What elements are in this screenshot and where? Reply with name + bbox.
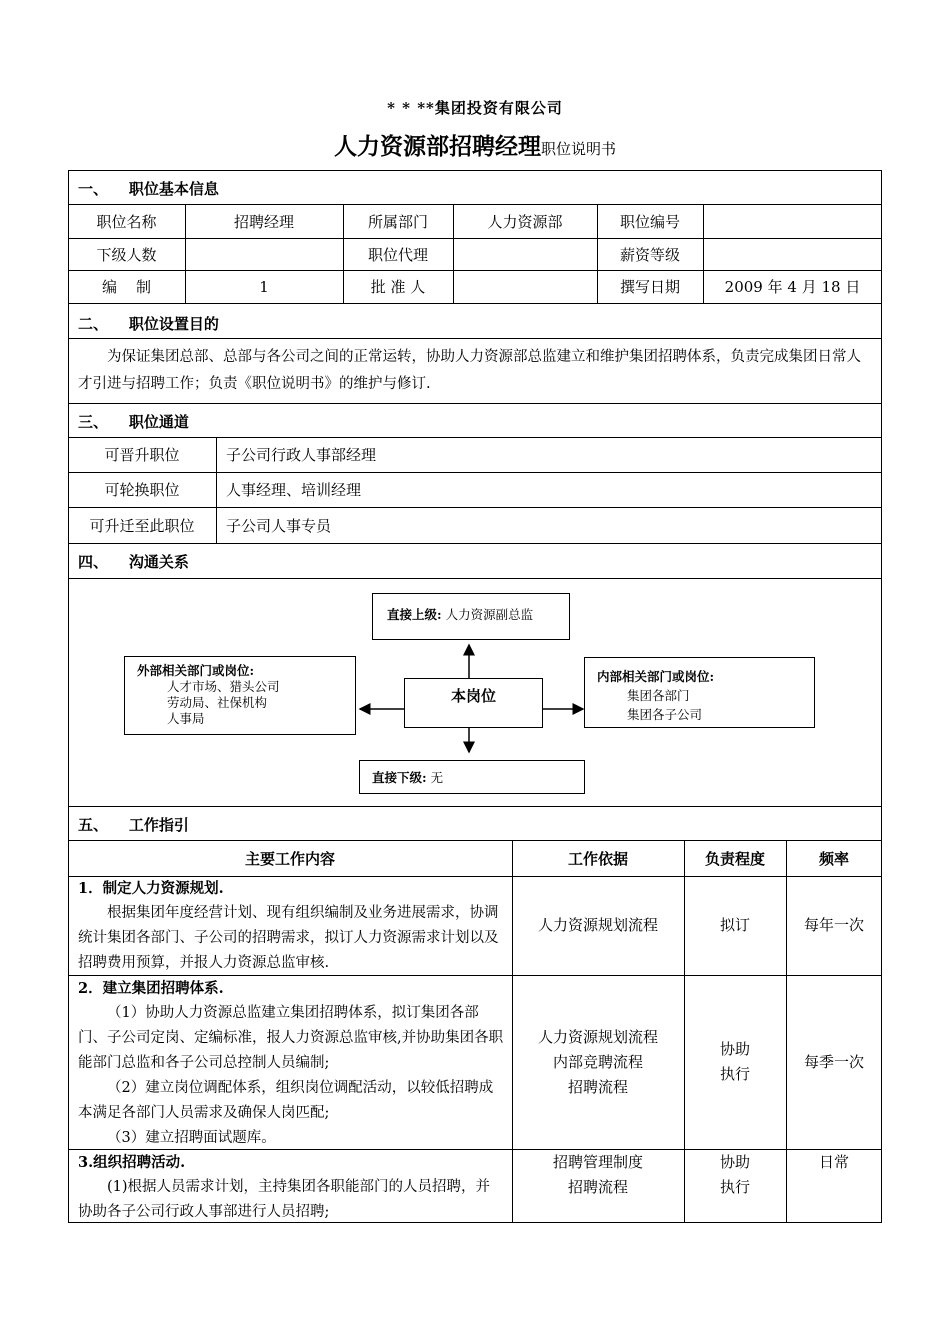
task-1-content — [78, 876, 504, 976]
degree-item: 拟订 — [719, 916, 750, 934]
label-approver: 批 准 人 — [370, 278, 426, 296]
task-2-basis — [512, 975, 684, 1149]
label-position-code: 职位编号 — [619, 212, 680, 231]
current-position-box — [404, 678, 543, 728]
basis-item: 招聘流程 — [567, 1077, 628, 1096]
col-header-degree: 负责程度 — [704, 849, 765, 868]
section5-heading: 五、 工作指引 — [78, 816, 189, 834]
value-position-name: 招聘经理 — [233, 212, 294, 231]
task-2-degree — [684, 975, 786, 1149]
value-department: 人力资源部 — [487, 212, 563, 231]
task-1-frequency — [786, 876, 882, 975]
label-rotation: 可轮换职位 — [104, 481, 180, 499]
external-item: 人事局 — [167, 711, 205, 726]
current-position-label: 本岗位 — [450, 687, 496, 705]
label-write-date: 撰写日期 — [619, 278, 680, 296]
external-label: 外部相关部门或岗位: — [137, 663, 255, 678]
label-feeder: 可升迁至此职位 — [89, 516, 195, 535]
frequency-value: 每季一次 — [803, 1052, 864, 1071]
internal-item: 集团各部门 — [627, 688, 690, 703]
label-salary-grade: 薪资等级 — [619, 245, 680, 264]
basis-item: 人力资源规划流程 — [537, 1027, 658, 1046]
superior-label: 直接上级: — [387, 607, 442, 622]
task-3-degree — [684, 1150, 786, 1200]
task-title: 2．建立集团招聘体系. — [78, 980, 224, 997]
task-3-frequency — [786, 1150, 882, 1175]
section1-heading: 一、 职位基本信息 — [78, 180, 219, 198]
value-rotation: 人事经理、培训经理 — [226, 481, 362, 499]
task-title: 1．制定人力资源规划. — [78, 880, 224, 897]
task-3-basis — [512, 1150, 684, 1200]
label-position-name: 职位名称 — [96, 212, 157, 231]
subordinate-box — [359, 760, 585, 794]
degree-item: 执行 — [719, 1065, 750, 1083]
col-header-basis: 工作依据 — [567, 849, 628, 868]
task-line: （2）建立岗位调配体系，组织岗位调配活动，以较低招聘成本满足各部门人员需求及确保人岗匹配; — [78, 1080, 494, 1121]
basis-item: 内部竞聘流程 — [552, 1052, 643, 1071]
external-box — [124, 656, 356, 735]
task-line: (1)根据人员需求计划，主持集团各职能部门的人员招聘，并协助各子公司行政人事部进行人员招聘; — [78, 1179, 491, 1220]
label-deputy: 职位代理 — [367, 245, 428, 264]
section2-heading: 二、 职位设置目的 — [78, 315, 219, 333]
subordinate-value: 无 — [430, 770, 444, 785]
basis-item: 人力资源规划流程 — [537, 916, 658, 934]
task-line: 根据集团年度经营计划、现有组织编制及业务进展需求，协调统计集团各部门、子公司的招聘需求，拟订人力资源需求计划以及招聘费用预算，并报人力资源总监审核. — [78, 905, 499, 971]
frequency-value: 每年一次 — [803, 916, 864, 934]
frequency-value: 日常 — [818, 1153, 849, 1171]
degree-item: 协助 — [719, 1153, 750, 1171]
label-promotion: 可晋升职位 — [104, 446, 180, 464]
company-name: * * **集团投资有限公司 — [387, 99, 563, 117]
task-2-content — [78, 976, 504, 1151]
external-item: 劳动局、社保机构 — [167, 695, 268, 710]
value-headcount: 1 — [259, 277, 269, 296]
col-header-frequency: 频率 — [818, 849, 849, 868]
internal-box — [584, 657, 815, 728]
value-feeder: 子公司人事专员 — [226, 516, 332, 535]
task-title: 3.组织招聘活动. — [78, 1154, 186, 1171]
degree-item: 执行 — [719, 1178, 750, 1196]
superior-value: 人力资源副总监 — [445, 607, 534, 622]
divider — [68, 806, 882, 807]
internal-label: 内部相关部门或岗位: — [597, 669, 715, 684]
label-subordinates: 下级人数 — [96, 245, 157, 264]
task-line: （3）建立招聘面试题库。 — [107, 1130, 276, 1146]
task-1-basis — [512, 876, 684, 975]
title-suffix: 职位说明书 — [540, 140, 616, 158]
label-department: 所属部门 — [367, 212, 428, 231]
col-header-content: 主要工作内容 — [244, 849, 335, 868]
title-main: 人力资源部招聘经理 — [333, 133, 541, 160]
external-item: 人才市场、猎头公司 — [167, 679, 280, 694]
basis-item: 招聘管理制度 — [552, 1153, 643, 1171]
value-write-date: 2009 年 4 月 18 日 — [724, 278, 861, 296]
value-promotion: 子公司行政人事部经理 — [226, 446, 377, 464]
internal-item: 集团各子公司 — [627, 707, 703, 722]
task-1-degree — [684, 876, 786, 975]
label-headcount: 编 制 — [101, 278, 152, 296]
superior-box — [372, 593, 570, 640]
section4-heading: 四、 沟通关系 — [78, 553, 189, 571]
task-3-content — [78, 1150, 504, 1225]
task-2-frequency — [786, 975, 882, 1149]
task-line: （1）协助人力资源总监建立集团招聘体系，拟订集团各部门、子公司定岗、定编标准，报人力资源总监审核,并协助集团各职能部门总监和各子公司总控制人员编制; — [78, 1005, 504, 1071]
degree-item: 协助 — [719, 1040, 750, 1058]
purpose-text: 为保证集团总部、总部与各公司之间的正常运转，协助人力资源部总监建立和维护集团招聘体系，负责完成集团日常人才引进与招聘工作；负责《职位说明书》的维护与修订. — [78, 349, 861, 392]
basis-item: 招聘流程 — [567, 1178, 628, 1196]
subordinate-label: 直接下级: — [372, 770, 427, 785]
section3-heading: 三、 职位通道 — [78, 413, 189, 431]
